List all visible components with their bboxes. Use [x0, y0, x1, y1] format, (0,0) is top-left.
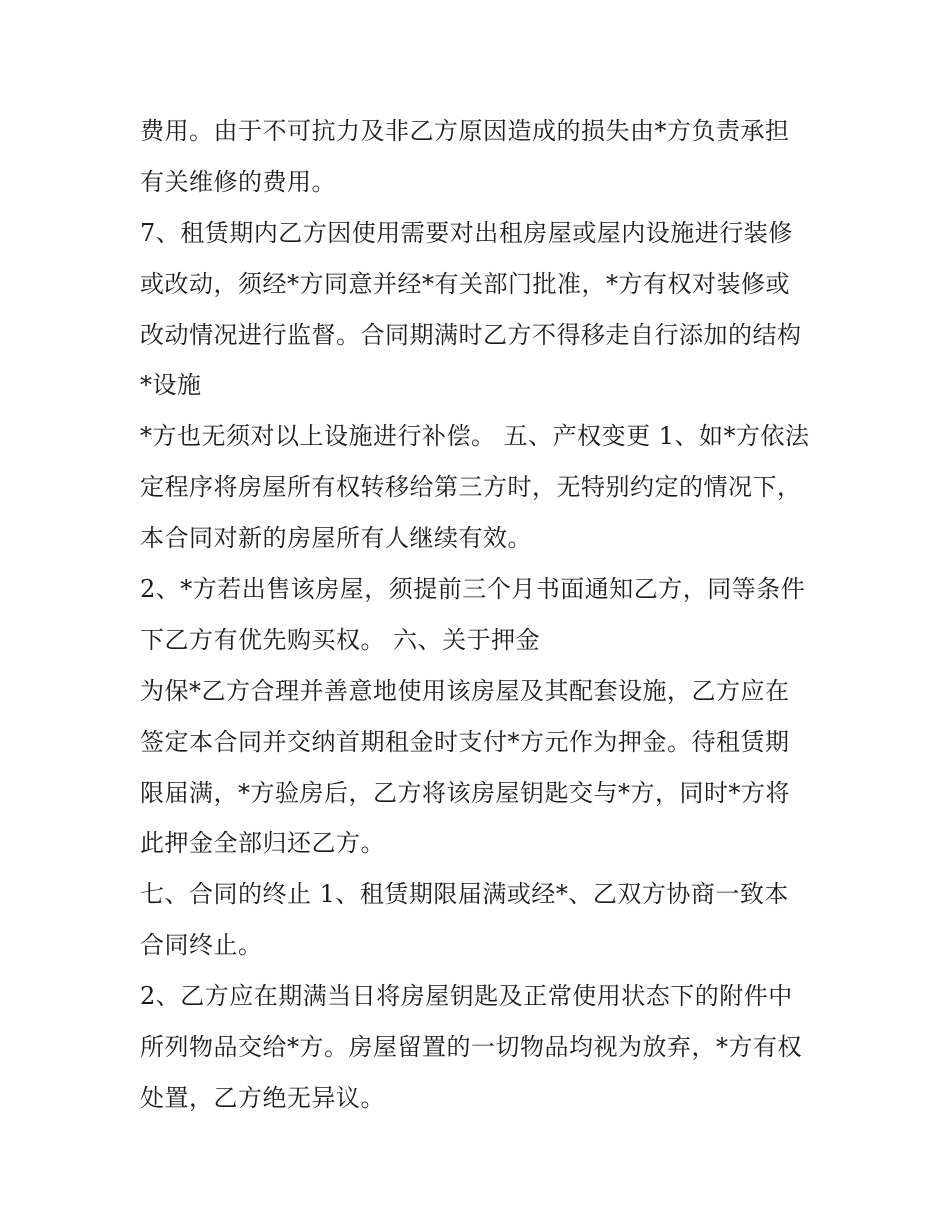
text-line-16: 七、合同的终止 1、租赁期限届满或经*、乙双方协商一致本 [140, 880, 789, 909]
text-line-15: 此押金全部归还乙方。 [140, 829, 385, 858]
text-line-2: 有关维修的费用。 [140, 167, 336, 196]
text-line-6: *设施 [140, 371, 202, 400]
text-line-5: 改动情况进行监督。合同期满时乙方不得移走自行添加的结构 [140, 320, 802, 349]
text-line-9: 本合同对新的房屋所有人继续有效。 [140, 524, 532, 553]
text-line-18: 2、乙方应在期满当日将房屋钥匙及正常使用状态下的附件中 [140, 982, 793, 1011]
text-line-14: 限届满，*方验房后，乙方将该房屋钥匙交与*方，同时*方将 [140, 778, 790, 807]
text-line-1: 费用。由于不可抗力及非乙方原因造成的损失由*方负责承担 [140, 117, 790, 145]
text-line-7: *方也无须对以上设施进行补偿。 五、产权变更 1、如*方依法 [140, 422, 810, 451]
text-line-8: 定程序将房屋所有权转移给第三方时，无特别约定的情况下， [140, 473, 802, 502]
text-line-10: 2、*方若出售该房屋，须提前三个月书面通知乙方，同等条件 [140, 575, 806, 604]
text-line-19: 所列物品交给*方。房屋留置的一切物品均视为放弃，*方有权 [140, 1033, 802, 1062]
text-line-17: 合同终止。 [140, 931, 263, 960]
text-line-3: 7、租赁期内乙方因使用需要对出租房屋或屋内设施进行装修 [140, 218, 793, 247]
contract-text [140, 106, 820, 1124]
text-line-11: 下乙方有优先购买权。 六、关于押金 [140, 625, 541, 654]
text-line-13: 签定本合同并交纳首期租金时支付*方元作为押金。待租赁期 [140, 727, 790, 756]
text-line-20: 处置，乙方绝无异议。 [140, 1083, 385, 1112]
text-line-12: 为保*乙方合理并善意地使用该房屋及其配套设施，乙方应在 [140, 676, 790, 705]
text-line-4: 或改动，须经*方同意并经*有关部门批准，*方有权对装修或 [140, 269, 790, 298]
